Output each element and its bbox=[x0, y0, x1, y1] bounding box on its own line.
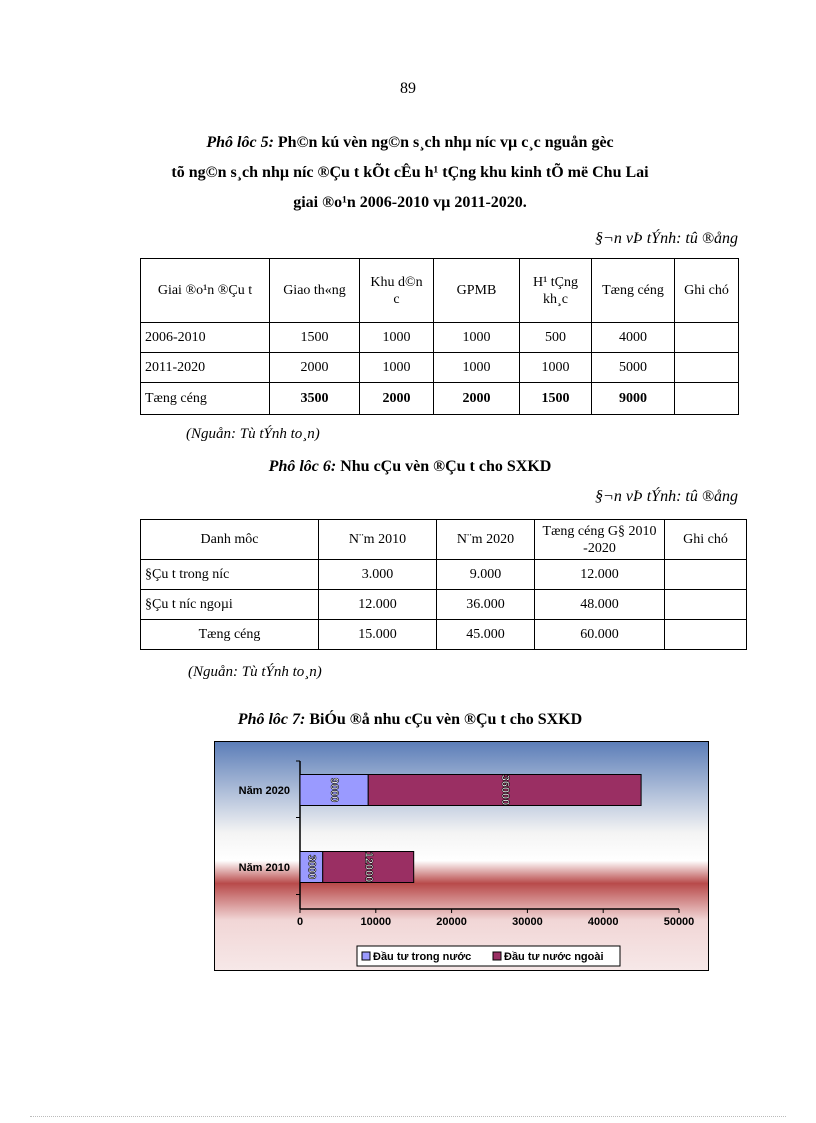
table-cell: 9.000 bbox=[437, 560, 535, 590]
appendix6-heading bbox=[120, 452, 700, 482]
table-cell: §Çu t níc ngoµi bbox=[141, 590, 319, 620]
category-label: Năm 2010 bbox=[238, 862, 290, 874]
header-cell: N¨m 2020 bbox=[437, 520, 535, 560]
table-cell: 3.000 bbox=[319, 560, 437, 590]
header-cell: Giai ®o¹n ®Çu t bbox=[141, 259, 270, 323]
table-cell: 12.000 bbox=[535, 560, 665, 590]
table-cell bbox=[675, 323, 739, 353]
x-tick-label: 20000 bbox=[436, 916, 467, 928]
data-label: 36000 bbox=[498, 774, 511, 806]
appendix5-title-line3: giai ®o¹n 2006-2010 vµ 2011-2020. bbox=[293, 194, 527, 211]
table-cell: 15.000 bbox=[319, 620, 437, 650]
appendix5-source: (Nguån: Tù tÝnh to¸n) bbox=[186, 426, 320, 442]
table-row bbox=[141, 353, 739, 383]
legend-swatch bbox=[362, 952, 370, 960]
legend-label: Đầu tư trong nước bbox=[373, 951, 472, 963]
appendix5-label: Phô lôc 5: bbox=[206, 134, 274, 151]
x-tick-label: 0 bbox=[296, 916, 304, 928]
table-cell: 500 bbox=[520, 323, 592, 353]
header-cell: Danh môc bbox=[141, 520, 319, 560]
table-cell: 1000 bbox=[360, 353, 434, 383]
table-row-total bbox=[141, 383, 739, 415]
appendix6-source: (Nguån: Tù tÝnh to¸n) bbox=[188, 664, 322, 680]
table-cell: 3500 bbox=[270, 383, 360, 415]
table-row bbox=[141, 323, 739, 353]
table-row bbox=[141, 590, 747, 620]
table-cell bbox=[665, 620, 747, 650]
appendix5-title-line2: tõ ng©n s¸ch nhµ níc ®Çu t kÕt cÊu h¹ tÇng khu kinh tÕ më Chu Lai bbox=[171, 164, 649, 181]
header-cell: Tæng céng G§ 2010 -2020 bbox=[535, 520, 665, 560]
table-cell: §Çu t trong níc bbox=[141, 560, 319, 590]
appendix7-heading bbox=[120, 705, 700, 735]
x-tick-label: 40000 bbox=[587, 916, 619, 928]
appendix5-heading-line1 bbox=[120, 128, 700, 158]
appendix5-heading bbox=[120, 128, 700, 218]
table-cell: 48.000 bbox=[535, 590, 665, 620]
legend-swatch bbox=[493, 952, 501, 960]
table-row-total bbox=[141, 620, 747, 650]
table-cell bbox=[675, 353, 739, 383]
appendix5-title-line1: Ph©n kú vèn ng©n s¸ch nhµ níc vµ c¸c nguån gèc bbox=[277, 134, 614, 151]
table-cell: 12.000 bbox=[319, 590, 437, 620]
page-bottom-border bbox=[30, 1116, 786, 1117]
table-cell: 4000 bbox=[592, 323, 675, 353]
data-label: 3000 bbox=[305, 854, 318, 880]
table-cell: 1000 bbox=[434, 323, 520, 353]
investment-chart bbox=[214, 741, 709, 971]
header-cell: GPMB bbox=[434, 259, 520, 323]
appendix6-table bbox=[140, 519, 747, 650]
header-cell: H¹ tÇng kh¸c bbox=[520, 259, 592, 323]
table-cell: 2011-2020 bbox=[141, 353, 270, 383]
appendix7-title: BiÓu ®å nhu cÇu vèn ®Çu t cho SXKD bbox=[309, 711, 583, 728]
table-cell: 1000 bbox=[360, 323, 434, 353]
table-cell: 2006-2010 bbox=[141, 323, 270, 353]
table-cell: 1000 bbox=[520, 353, 592, 383]
header-cell: N¨m 2010 bbox=[319, 520, 437, 560]
data-label: 12000 bbox=[362, 851, 375, 883]
table-cell: 9000 bbox=[592, 383, 675, 415]
table-cell: 5000 bbox=[592, 353, 675, 383]
table-cell: 1500 bbox=[520, 383, 592, 415]
appendix6-title: Nhu cÇu vèn ®Çu t cho SXKD bbox=[340, 458, 552, 475]
category-label: Năm 2020 bbox=[238, 785, 290, 797]
table-cell: 1500 bbox=[270, 323, 360, 353]
table-header-row bbox=[141, 259, 739, 323]
appendix6-unit: §¬n vÞ tÝnh: tû ®ång bbox=[595, 488, 738, 505]
header-cell: Khu d©n c bbox=[360, 259, 434, 323]
table-cell: Tæng céng bbox=[141, 620, 319, 650]
table-cell: 2000 bbox=[360, 383, 434, 415]
page-number: 89 bbox=[400, 80, 416, 97]
table-cell: 36.000 bbox=[437, 590, 535, 620]
x-tick-label: 30000 bbox=[512, 916, 543, 928]
table-cell bbox=[675, 383, 739, 415]
header-cell: Tæng céng bbox=[592, 259, 675, 323]
legend-label: Đầu tư nước ngoài bbox=[504, 951, 604, 963]
table-cell: 1000 bbox=[434, 353, 520, 383]
appendix5-table bbox=[140, 258, 739, 415]
table-cell: 60.000 bbox=[535, 620, 665, 650]
table-row bbox=[141, 560, 747, 590]
header-cell: Ghi chó bbox=[675, 259, 739, 323]
header-cell: Giao th«ng bbox=[270, 259, 360, 323]
data-label: 9000 bbox=[328, 777, 341, 803]
table-cell: 2000 bbox=[270, 353, 360, 383]
x-tick-label: 50000 bbox=[663, 916, 695, 928]
x-tick-label: 10000 bbox=[360, 916, 392, 928]
header-cell: Ghi chó bbox=[665, 520, 747, 560]
table-header-row bbox=[141, 520, 747, 560]
appendix6-label: Phô lôc 6: bbox=[268, 458, 337, 475]
table-cell bbox=[665, 590, 747, 620]
appendix7-label: Phô lôc 7: bbox=[237, 711, 306, 728]
appendix5-unit: §¬n vÞ tÝnh: tû ®ång bbox=[595, 230, 738, 247]
table-cell: 45.000 bbox=[437, 620, 535, 650]
chart-svg bbox=[214, 741, 709, 971]
table-cell: Tæng céng bbox=[141, 383, 270, 415]
table-cell: 2000 bbox=[434, 383, 520, 415]
table-cell bbox=[665, 560, 747, 590]
